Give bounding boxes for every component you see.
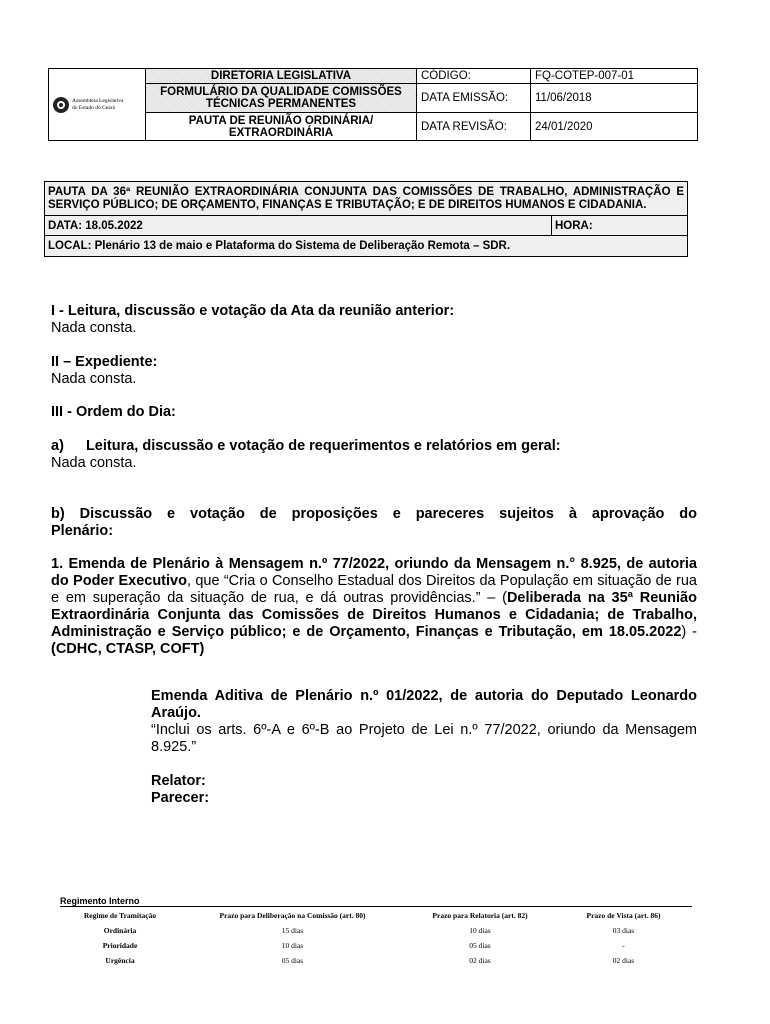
subsection-a-body: Nada consta.	[51, 455, 137, 471]
rules-col-report: Prazo para Relatoria (art. 82)	[432, 911, 528, 920]
document-title: PAUTA DE REUNIÃO ORDINÁRIA/ EXTRAORDINÁRIA	[146, 113, 417, 141]
table-cell: 10 dias	[281, 941, 304, 950]
meeting-info-table	[44, 181, 688, 257]
rules-col-regime: Regime de Tramitação	[83, 911, 157, 920]
seal-icon	[53, 97, 69, 113]
code-label: CÓDIGO:	[417, 69, 531, 84]
subsection-a-title	[51, 438, 697, 455]
logo-text-line2: do Estado do Ceará	[72, 104, 115, 111]
agenda-item-1	[51, 556, 697, 658]
item-1-deliberation: Deliberada na 35ª Reunião Extraordinária Conjunta das Comissões de Direitos Humanos e Cidadania; de Trabalho, Administração e Serviço público; e de Orçamento, Finanças e Tributação, em 18.05.2022	[51, 590, 697, 640]
subsection-a-text: Leitura, discussão e votação de requerimentos e relatórios em geral:	[85, 438, 561, 454]
section-3-title: III - Ordem do Dia:	[51, 404, 176, 420]
issue-date-value: 11/06/2018	[531, 84, 698, 113]
rapporteur-label: Relator:	[151, 773, 206, 789]
logo-cell	[49, 69, 146, 141]
item-1-committees: (CDHC, CTASP, COFT)	[51, 641, 205, 657]
revision-date-value: 24/01/2020	[531, 113, 698, 141]
logo-text-line1: Assembleia Legislativa	[72, 98, 124, 104]
meeting-location: LOCAL: Plenário 13 de maio e Plataforma do Sistema de Deliberação Remota – SDR.	[45, 236, 688, 257]
rules-col-deliberation: Prazo para Deliberação na Comissão (art. 80)	[219, 911, 366, 920]
section-1-title: I - Leitura, discussão e votação da Ata da reunião anterior:	[51, 303, 455, 319]
subsection-b-title: b) Discussão e votação de proposições e pareceres sujeitos à aprovação do Plenário:	[51, 506, 697, 539]
rules-divider	[60, 906, 692, 907]
table-cell: Urgência	[105, 956, 135, 965]
amendment-body: “Inclui os arts. 6º-A e 6º-B ao Projeto de Lei n.º 77/2022, oriundo da Mensagem 8.925.”	[151, 722, 697, 755]
table-cell: 02 dias	[612, 956, 635, 965]
section-1-body: Nada consta.	[51, 320, 137, 336]
rules-col-view: Prazo de Vista (art. 86)	[586, 911, 661, 920]
item-1-lead: 1. Emenda de Plenário à Mensagem n.º 77/2022, oriundo da Mensagem n.° 8.925, de autoria do Poder Executivo	[51, 556, 697, 589]
table-cell: 03 dias	[612, 926, 635, 935]
subsection-a-label: a)	[51, 438, 64, 454]
meeting-time: HORA:	[552, 216, 688, 236]
table-row	[60, 938, 692, 953]
table-cell: 10 dias	[469, 926, 491, 935]
section-2-body: Nada consta.	[51, 371, 137, 387]
rules-title: Regimento Interno	[60, 896, 140, 906]
assembly-logo	[53, 97, 141, 113]
rules-table	[60, 908, 692, 968]
table-cell: 02 dias	[469, 956, 491, 965]
opinion-label: Parecer:	[151, 790, 210, 806]
item-1-text: , que “Cria o Conselho Estadual dos Direitos da População em situação de rua e em superação da situação de rua, e dá outras providências.” – (	[51, 573, 697, 606]
meeting-title: PAUTA DA 36ª REUNIÃO EXTRAORDINÁRIA CONJUNTA DAS COMISSÕES DE TRABALHO, ADMINISTRAÇÃO E SERVIÇO PÚBLICO; DE ORÇAMENTO, FINANÇAS E TRIBUTAÇÃO; E DE DIREITOS HUMANOS E CIDADANIA.	[45, 182, 688, 216]
document-header-table	[48, 68, 698, 141]
table-row	[60, 953, 692, 968]
amendment-title: Emenda Aditiva de Plenário n.º 01/2022, de autoria do Deputado Leonardo Araújo.	[151, 688, 697, 721]
issue-date-label: DATA EMISSÃO:	[417, 84, 531, 113]
table-cell: -	[622, 941, 625, 950]
code-value: FQ-COTEP-007-01	[531, 69, 698, 84]
table-cell: Ordinária	[103, 926, 137, 935]
form-title: FORMULÁRIO DA QUALIDADE COMISSÕES TÉCNICAS PERMANENTES	[146, 84, 417, 113]
item-1-tail: ) -	[681, 624, 697, 640]
department-name: DIRETORIA LEGISLATIVA	[146, 69, 417, 84]
table-row	[60, 923, 692, 938]
section-2-title: II – Expediente:	[51, 354, 158, 370]
table-cell: 05 dias	[281, 956, 304, 965]
revision-date-label: DATA REVISÃO:	[417, 113, 531, 141]
rules-header-row	[60, 908, 692, 923]
table-cell: 05 dias	[469, 941, 491, 950]
table-cell: Prioridade	[102, 941, 138, 950]
table-cell: 15 dias	[281, 926, 304, 935]
meeting-date: DATA: 18.05.2022	[45, 216, 552, 236]
